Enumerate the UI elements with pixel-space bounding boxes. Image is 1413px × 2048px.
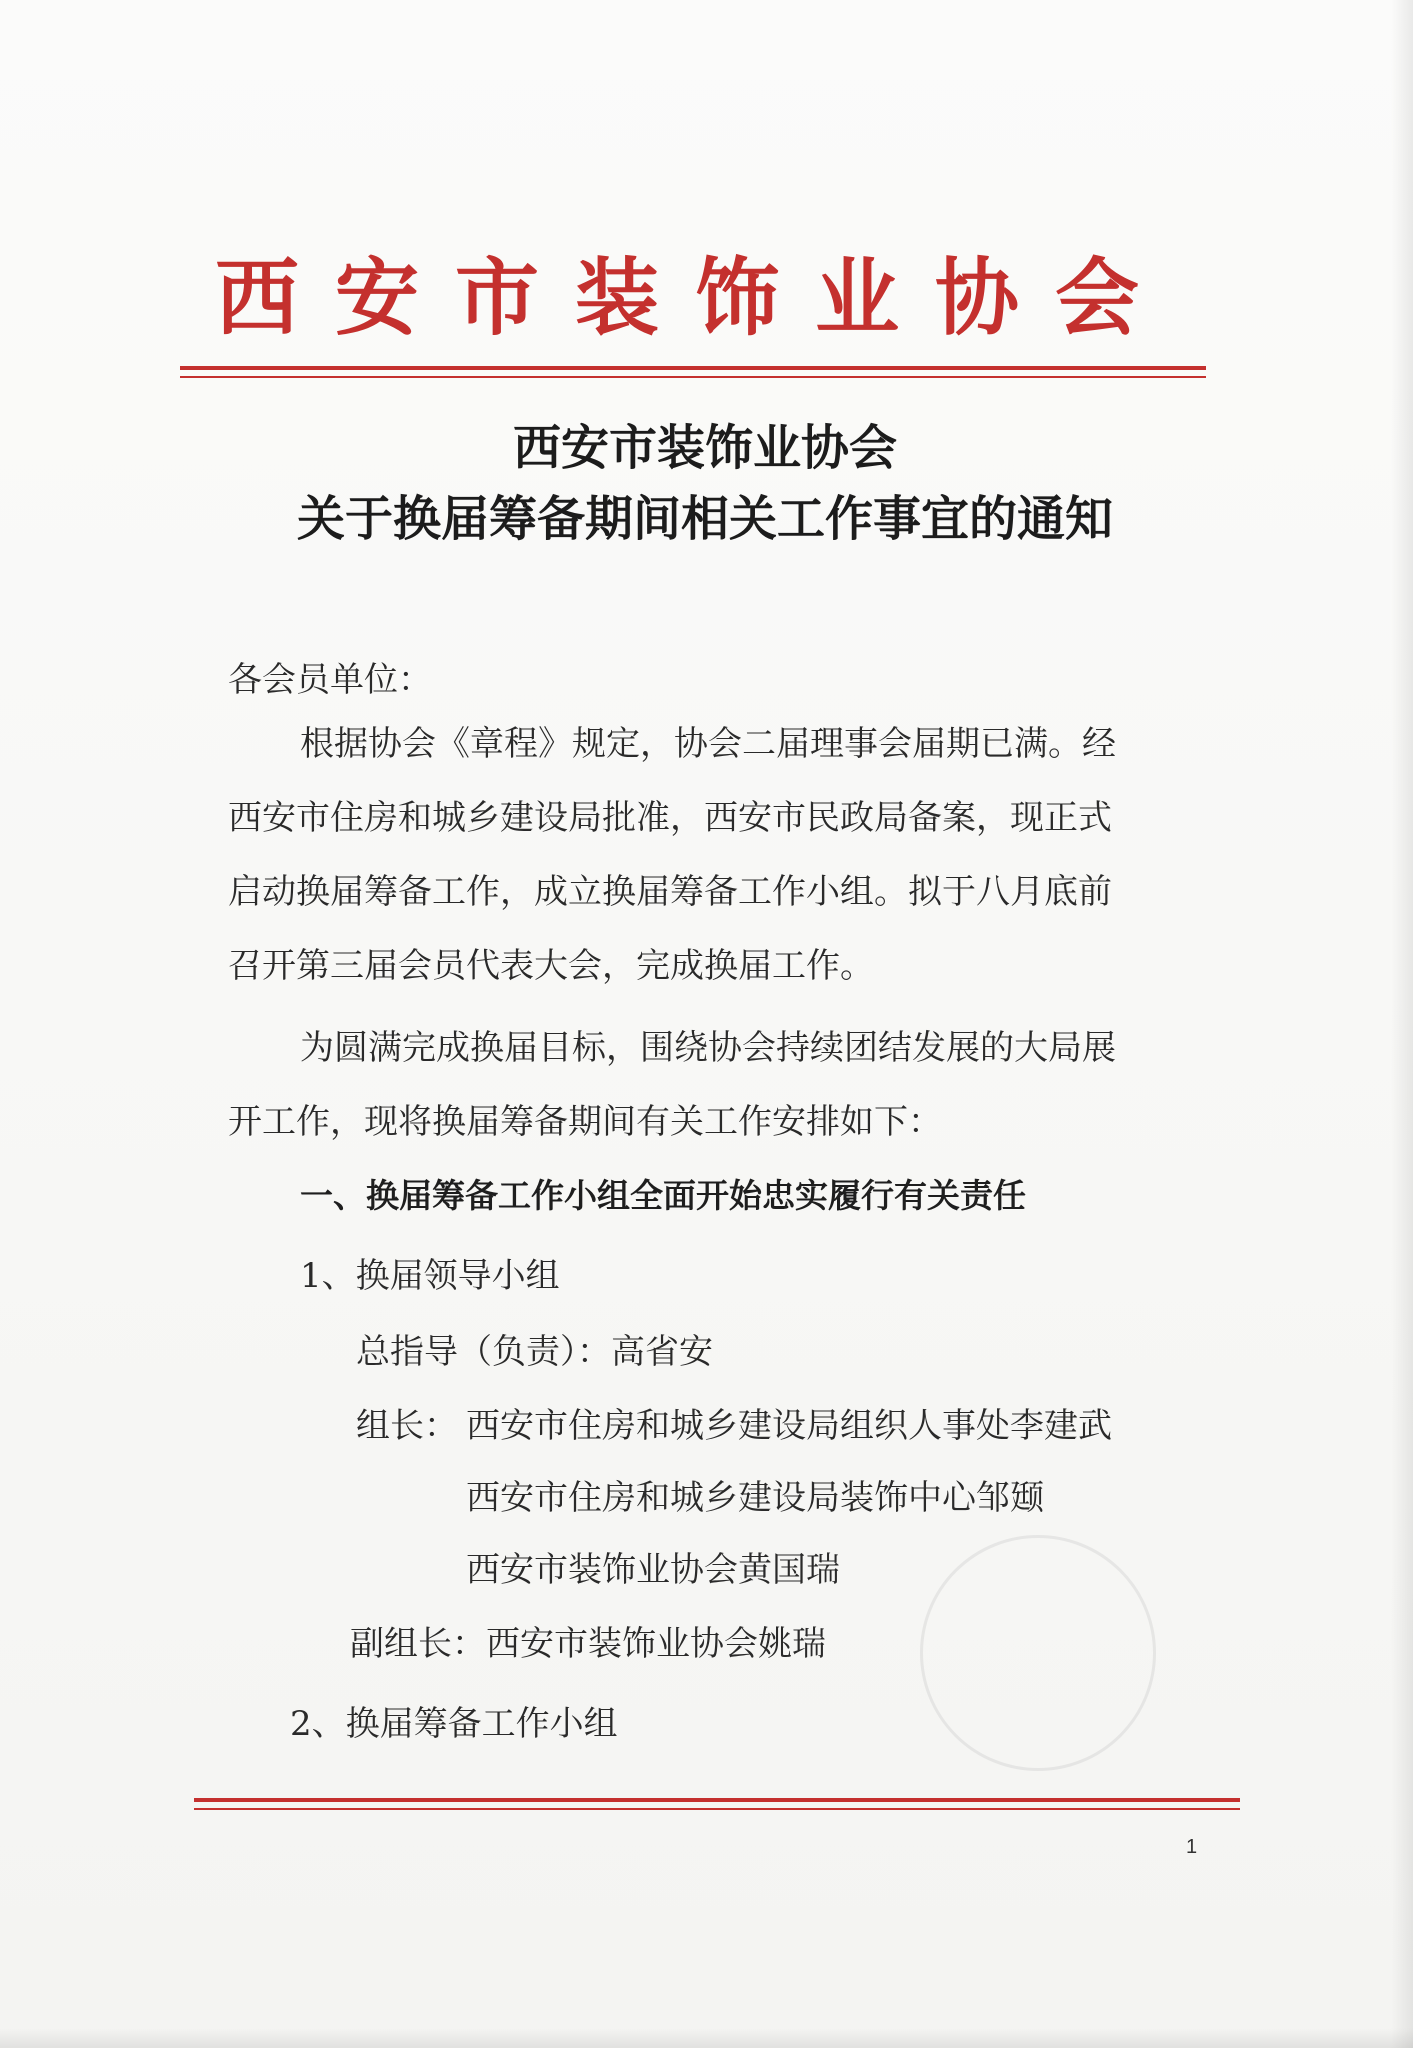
paragraph1-line1: 根据协会《章程》规定，协会二届理事会届期已满。经	[300, 724, 1116, 764]
faint-seal-mark	[920, 1535, 1156, 1771]
letterhead-red-rule-2	[180, 376, 1206, 378]
item1-leader-3: 西安市装饰业协会黄国瑞	[466, 1550, 840, 1590]
paragraph1-line4: 召开第三届会员代表大会，完成换届工作。	[228, 946, 874, 986]
letterhead-red-rule	[180, 366, 1206, 370]
section1-heading: 一、换届筹备工作小组全面开始忠实履行有关责任	[300, 1176, 1026, 1215]
paragraph1-line3: 启动换届筹备工作，成立换届筹备工作小组。拟于八月底前	[228, 872, 1112, 912]
item1-director: 总指导（负责）：高省安	[356, 1332, 713, 1372]
footer-red-rule	[194, 1798, 1240, 1802]
page-shadow-right	[1391, 0, 1413, 2048]
paragraph2-line1: 为圆满完成换届目标，围绕协会持续团结发展的大局展	[300, 1028, 1116, 1068]
document-title-line1: 西安市装饰业协会	[512, 420, 897, 476]
item1-deputy: 副组长：西安市装饰业协会姚瑞	[350, 1624, 826, 1664]
item1-leader-label: 组长：	[356, 1406, 458, 1446]
item1-heading: 1、换届领导小组	[300, 1256, 560, 1296]
paragraph1-line2: 西安市住房和城乡建设局批准，西安市民政局备案，现正式	[228, 798, 1112, 838]
letterhead-title: 西安市装饰业协会	[214, 248, 1175, 347]
paragraph2-line2: 开工作，现将换届筹备期间有关工作安排如下：	[228, 1102, 942, 1142]
footer-red-rule-2	[194, 1808, 1240, 1810]
item1-leader-2: 西安市住房和城乡建设局装饰中心邹颋	[466, 1478, 1044, 1518]
page-shadow-bottom	[0, 2028, 1413, 2048]
item1-leader-1: 西安市住房和城乡建设局组织人事处李建武	[466, 1406, 1112, 1446]
salutation: 各会员单位：	[228, 660, 432, 700]
page-number: 1	[1186, 1836, 1198, 1858]
document-title-line2: 关于换届筹备期间相关工作事宜的通知	[296, 491, 1113, 547]
item2-heading: 2、换届筹备工作小组	[290, 1704, 618, 1744]
